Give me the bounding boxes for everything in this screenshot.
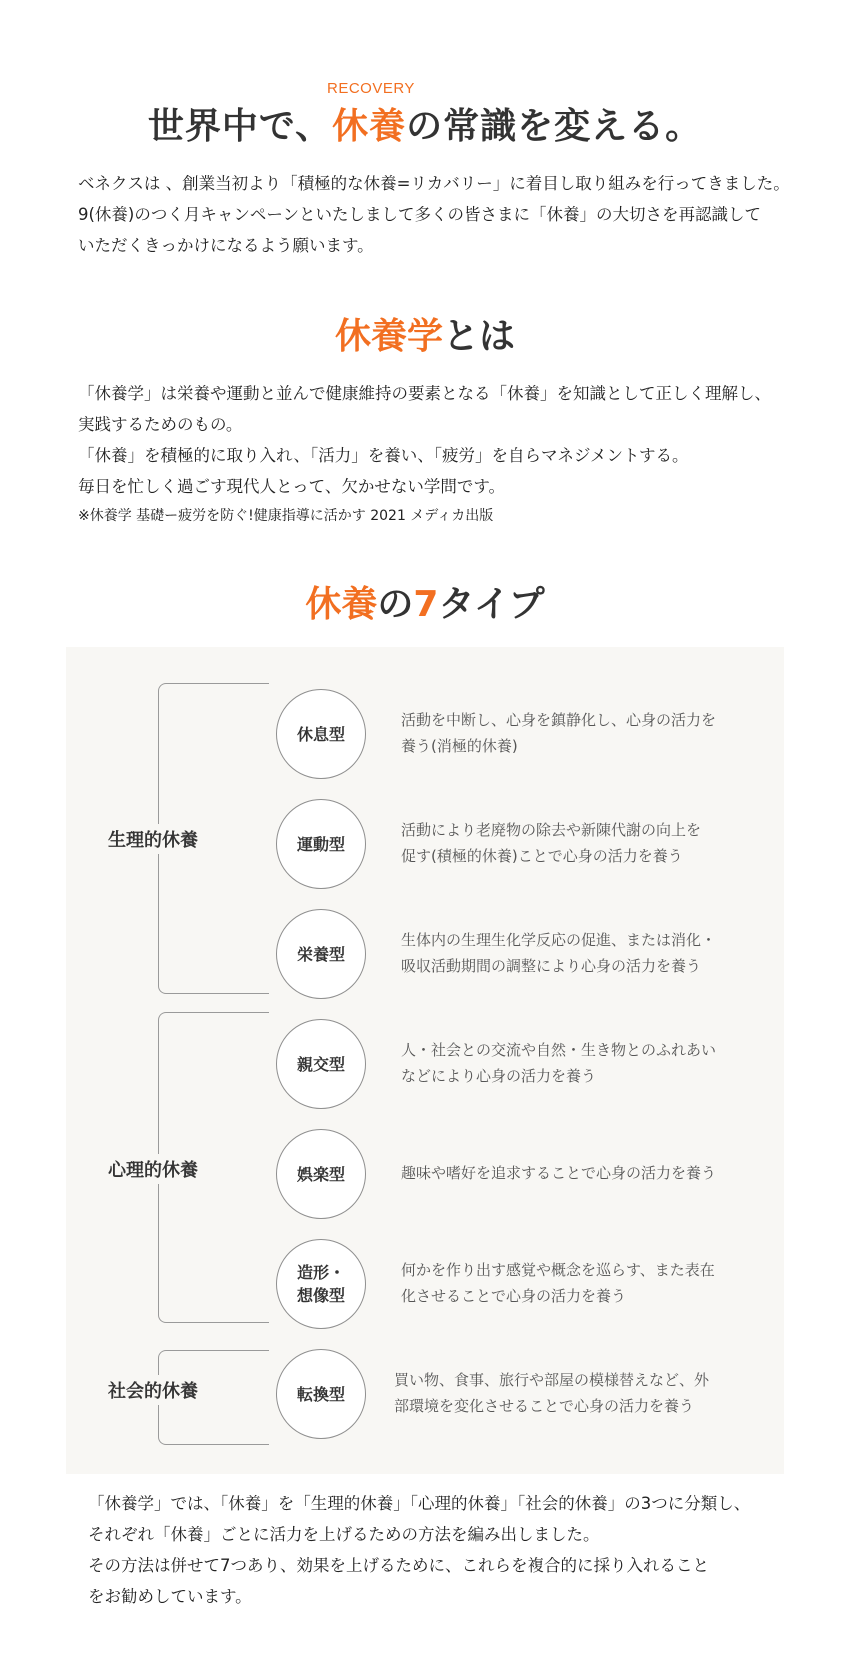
study-source-note: ※休養学 基礎ー疲労を防ぐ!健康指導に活かす 2021 メディカ出版 [78,508,494,524]
type-desc-entertainment [401,1160,761,1186]
desc-line: 活動を中断し、心身を鎮静化し、心身の活力を [401,711,717,729]
desc-line: 化させることで心身の活力を養う [401,1287,627,1305]
types-section-title [0,576,850,627]
intro-paragraph [78,168,798,261]
hero-title [0,98,850,149]
intro-line: ベネクスは 、創業当初より「積極的な休養=リカバリー」に着目し取り組みを行ってきました。 [78,174,790,193]
types-title-accent: 休養 [305,584,378,625]
type-circle-nutrition [276,909,366,999]
type-desc-switch [394,1367,754,1419]
study-paragraph [78,378,798,502]
type-desc-social [401,1037,761,1089]
summary-line: をお勧めしています。 [88,1587,252,1606]
summary-line: それぞれ「休養」ごとに活力を上げるための方法を編み出しました。 [88,1525,600,1544]
type-name: 親交型 [296,1054,345,1074]
type-name: 転換型 [296,1384,345,1404]
desc-line: 趣味や嗜好を追求することで心身の活力を養う [401,1164,717,1182]
type-name-line: 造形・ [296,1263,345,1282]
hero-title-pre: 世界中で、 [147,106,333,147]
type-circle-social [276,1019,366,1109]
study-section-title [0,308,850,359]
summary-paragraph [88,1488,808,1612]
types-title-number: 7 [413,584,439,625]
type-circle-switch [276,1349,366,1439]
types-title-post: タイプ [438,584,545,625]
desc-line: 生体内の生理生化学反応の促進、または消化・ [401,931,717,949]
desc-line: 促す(積極的休養)ことで心身の活力を養う [401,847,683,865]
desc-line: 何かを作り出す感覚や概念を巡らす、また表在 [401,1261,715,1279]
study-line: 実践するためのもの。 [78,415,243,434]
desc-line: 吸収活動期間の調整により心身の活力を養う [401,957,702,975]
study-line: 「休養学」は栄養や運動と並んで健康維持の要素となる「休養」を知識として正しく理解し、 [78,384,771,403]
type-circle-exercise [276,799,366,889]
type-name: 栄養型 [296,944,345,964]
desc-line: 養う(消極的休養) [401,737,518,755]
desc-line: 人・社会との交流や自然・生き物とのふれあい [401,1041,717,1059]
group-label-social: 社会的休養 [108,1375,198,1405]
hero-title-post: の常識を変える。 [406,106,703,147]
study-line: 「休養」を積極的に取り入れ、「活力」を養い、「疲労」を自らマネジメントする。 [78,446,689,465]
study-title-accent: 休養学 [334,316,443,357]
type-name-line: 想像型 [296,1286,345,1305]
intro-line: いただくきっかけになるよう願います。 [78,236,374,255]
group-label-physiological: 生理的休養 [108,824,198,854]
summary-line: その方法は併せて7つあり、効果を上げるために、これらを複合的に採り入れること [88,1556,709,1575]
study-line: 毎日を忙しく過ごす現代人とって、欠かせない学問です。 [78,477,506,496]
type-desc-nutrition [401,927,761,979]
recovery-ruby: RECOVERY [327,80,415,97]
type-desc-rest [401,707,761,759]
study-title-post: とは [443,316,516,357]
type-circle-rest [276,689,366,779]
types-diagram-panel [66,647,784,1474]
type-name: 娯楽型 [296,1164,345,1184]
group-label-psychological: 心理的休養 [108,1154,198,1184]
desc-line: などにより心身の活力を養う [401,1067,597,1085]
type-name: 運動型 [296,834,345,854]
intro-line: 9(休養)のつく月キャンペーンといたしまして多くの皆さまに「休養」の大切さを再認識して [78,205,762,224]
desc-line: 部環境を変化させることで心身の活力を養う [394,1397,695,1415]
type-circle-creative [276,1239,366,1329]
types-title-mid: の [377,584,414,625]
type-name: 休息型 [296,724,345,744]
desc-line: 買い物、食事、旅行や部屋の模様替えなど、外 [394,1371,710,1389]
desc-line: 活動により老廃物の除去や新陳代謝の向上を [401,821,702,839]
type-desc-exercise [401,817,761,869]
type-desc-creative [401,1257,761,1309]
type-circle-entertainment [276,1129,366,1219]
summary-line: 「休養学」では、「休養」を「生理的休養」「心理的休養」「社会的休養」の3つに分類し、 [88,1494,751,1513]
hero-title-accent: 休養 [332,106,407,147]
